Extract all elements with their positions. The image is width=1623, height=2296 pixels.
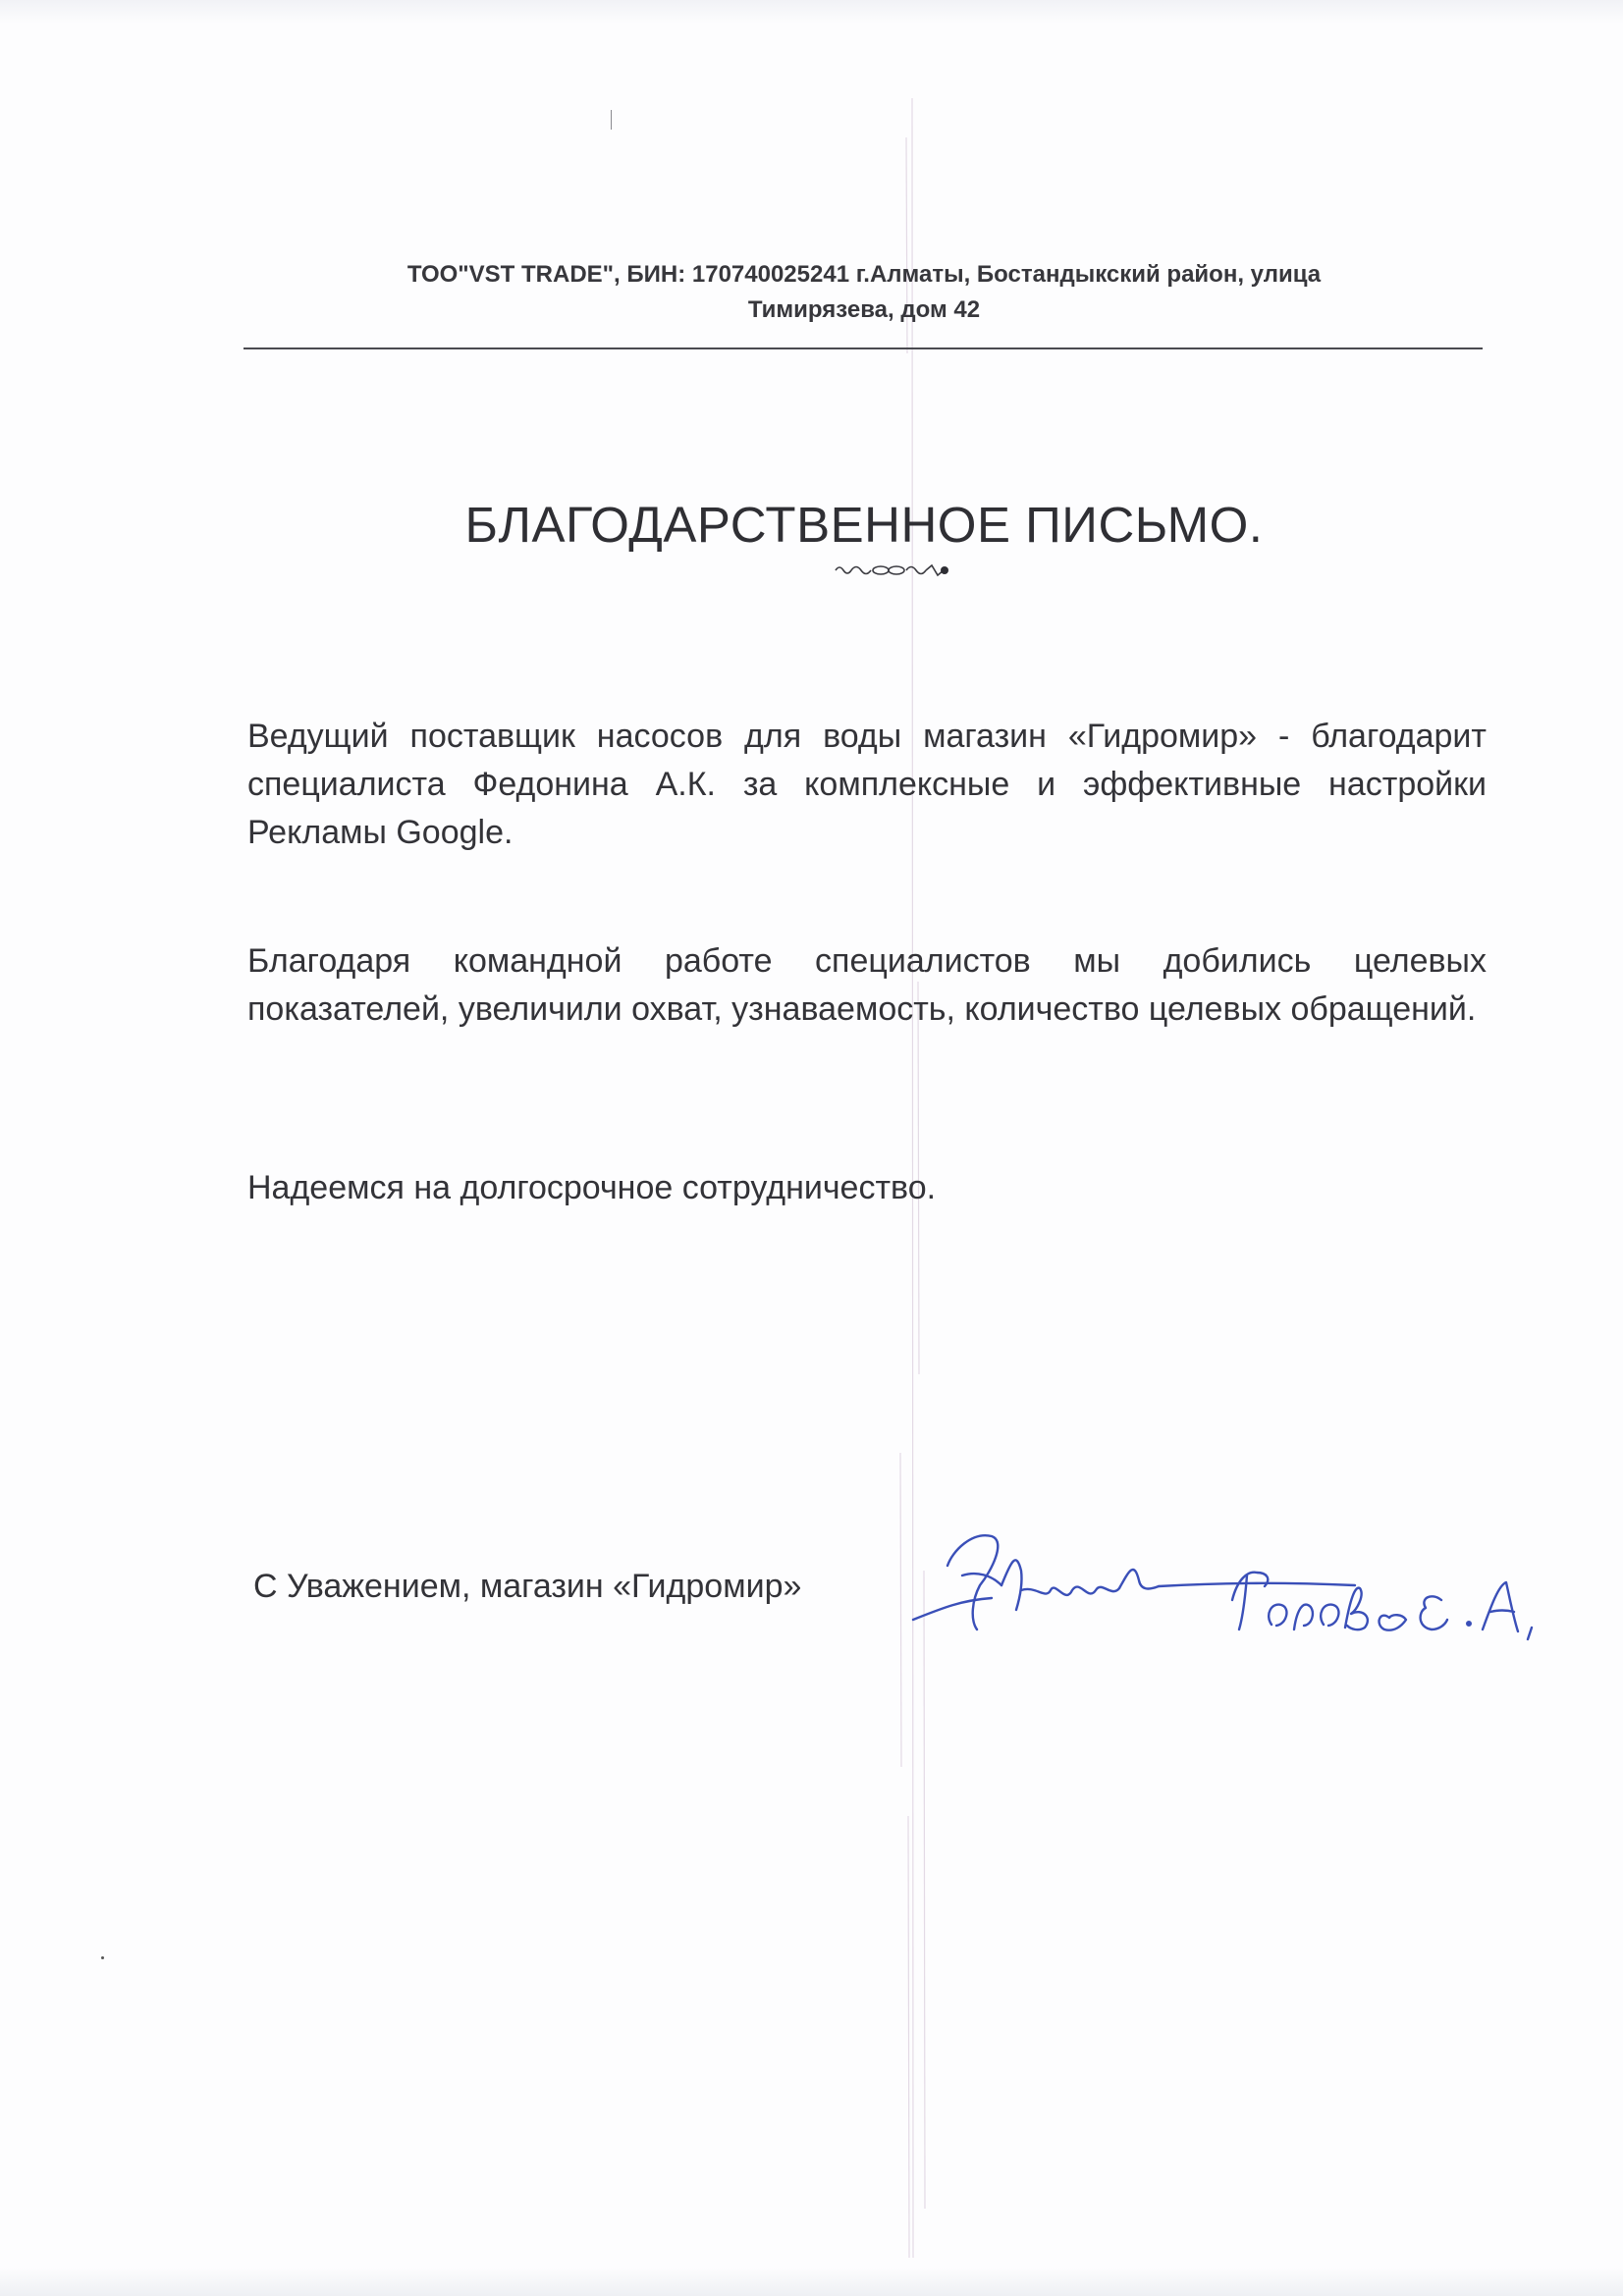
paragraph-cooperation: Надеемся на долгосрочное сотрудничество. (247, 1169, 937, 1206)
letterhead-line-1: ТОО"VST TRADE", БИН: 170740025241 г.Алматы, Бостандыкский район, улица (406, 261, 1322, 288)
scan-edge-top (0, 0, 1623, 24)
paragraph-results: Благодаря командной работе специалистов мы добились целевых показателей, увеличили охват, узнаваемость, количество целевых обращений. (247, 942, 1487, 1028)
scan-mark (611, 110, 612, 130)
handwritten-signature (854, 1492, 1561, 1669)
document-title: БЛАГОДАРСТВЕННОЕ ПИСЬМО. (464, 497, 1264, 553)
letterhead-divider (243, 347, 1483, 349)
closing-line: С Уважением, магазин «Гидромир» (253, 1568, 802, 1605)
scan-speck (101, 1956, 104, 1959)
scan-edge-bottom (0, 2268, 1623, 2296)
paragraph-gratitude: Ведущий поставщик насосов для воды магазин «Гидромир» - благодарит специалиста Федонина А.К. за комплексные и эффективные настройки Рекламы Google. (247, 718, 1487, 851)
letterhead-line-2: Тимирязева, дом 42 (747, 296, 981, 323)
letterhead (245, 257, 1483, 328)
title-ornament (834, 562, 949, 578)
